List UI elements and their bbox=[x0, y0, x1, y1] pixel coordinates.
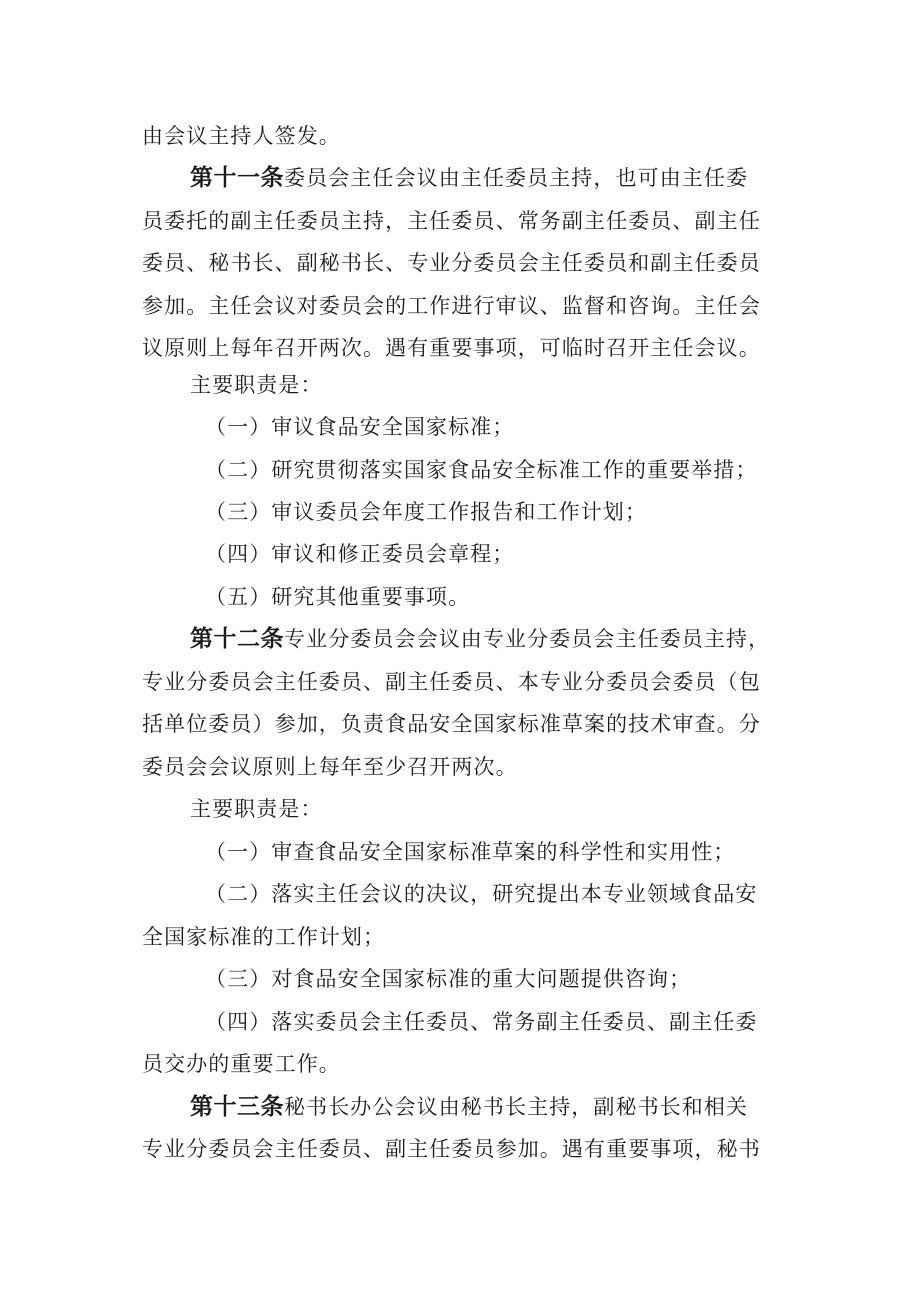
article-11-heading: 第十一条 bbox=[190, 165, 284, 191]
article-11-first-line bbox=[190, 157, 748, 199]
duties-heading: 主要职责是： bbox=[190, 373, 323, 397]
paragraph-line: 全国家标准的工作计划； bbox=[142, 925, 386, 949]
paragraph-line: 员委托的副主任委员主持，主任委员、常务副主任委员、副主任 bbox=[142, 209, 761, 233]
article-13-first-line bbox=[190, 1086, 748, 1128]
article-11-text: 委员会主任会议由主任委员主持，也可由主任委 bbox=[284, 166, 749, 190]
paragraph-line: 委员、秘书长、副秘书长、专业分委员会主任委员和副主任委员 bbox=[142, 251, 761, 275]
duties-heading: 主要职责是： bbox=[190, 797, 323, 821]
article-12-first-line bbox=[190, 618, 770, 660]
article-12-text: 专业分委员会会议由专业分委员会主任委员主持， bbox=[284, 627, 771, 651]
paragraph-line: 议原则上每年召开两次。遇有重要事项，可临时召开主任会议。 bbox=[142, 336, 761, 360]
duty-item: （三）对食品安全国家标准的重大问题提供咨询； bbox=[205, 967, 692, 991]
duty-item: （五）研究其他重要事项。 bbox=[205, 585, 471, 609]
article-13-heading: 第十三条 bbox=[190, 1094, 284, 1120]
duty-item: （二）研究贯彻落实国家食品安全标准工作的重要举措； bbox=[205, 458, 758, 482]
duty-item: （一）审议食品安全国家标准； bbox=[205, 415, 515, 439]
duty-item: （一）审查食品安全国家标准草案的科学性和实用性； bbox=[205, 840, 736, 864]
article-13-text: 秘书长办公会议由秘书长主持，副秘书长和相关 bbox=[284, 1095, 749, 1119]
duty-item: （四）审议和修正委员会章程； bbox=[205, 542, 515, 566]
paragraph-line: 专业分委员会主任委员、副主任委员、本专业分委员会委员（包 bbox=[142, 670, 761, 694]
duty-item: （四）落实委员会主任委员、常务副主任委员、副主任委 bbox=[205, 1010, 758, 1034]
paragraph-line: 由会议主持人签发。 bbox=[142, 124, 341, 148]
paragraph-line: 员交办的重要工作。 bbox=[142, 1052, 341, 1076]
duty-item: （三）审议委员会年度工作报告和工作计划； bbox=[205, 500, 647, 524]
article-12-heading: 第十二条 bbox=[190, 626, 284, 652]
duty-item: （二）落实主任会议的决议，研究提出本专业领域食品安 bbox=[205, 882, 758, 906]
paragraph-line: 委员会会议原则上每年至少召开两次。 bbox=[142, 755, 518, 779]
paragraph-line: 专业分委员会主任委员、副主任委员参加。遇有重要事项，秘书 bbox=[142, 1137, 761, 1161]
paragraph-line: 括单位委员）参加，负责食品安全国家标准草案的技术审查。分 bbox=[142, 712, 761, 736]
paragraph-line: 参加。主任会议对委员会的工作进行审议、监督和咨询。主任会 bbox=[142, 294, 761, 318]
